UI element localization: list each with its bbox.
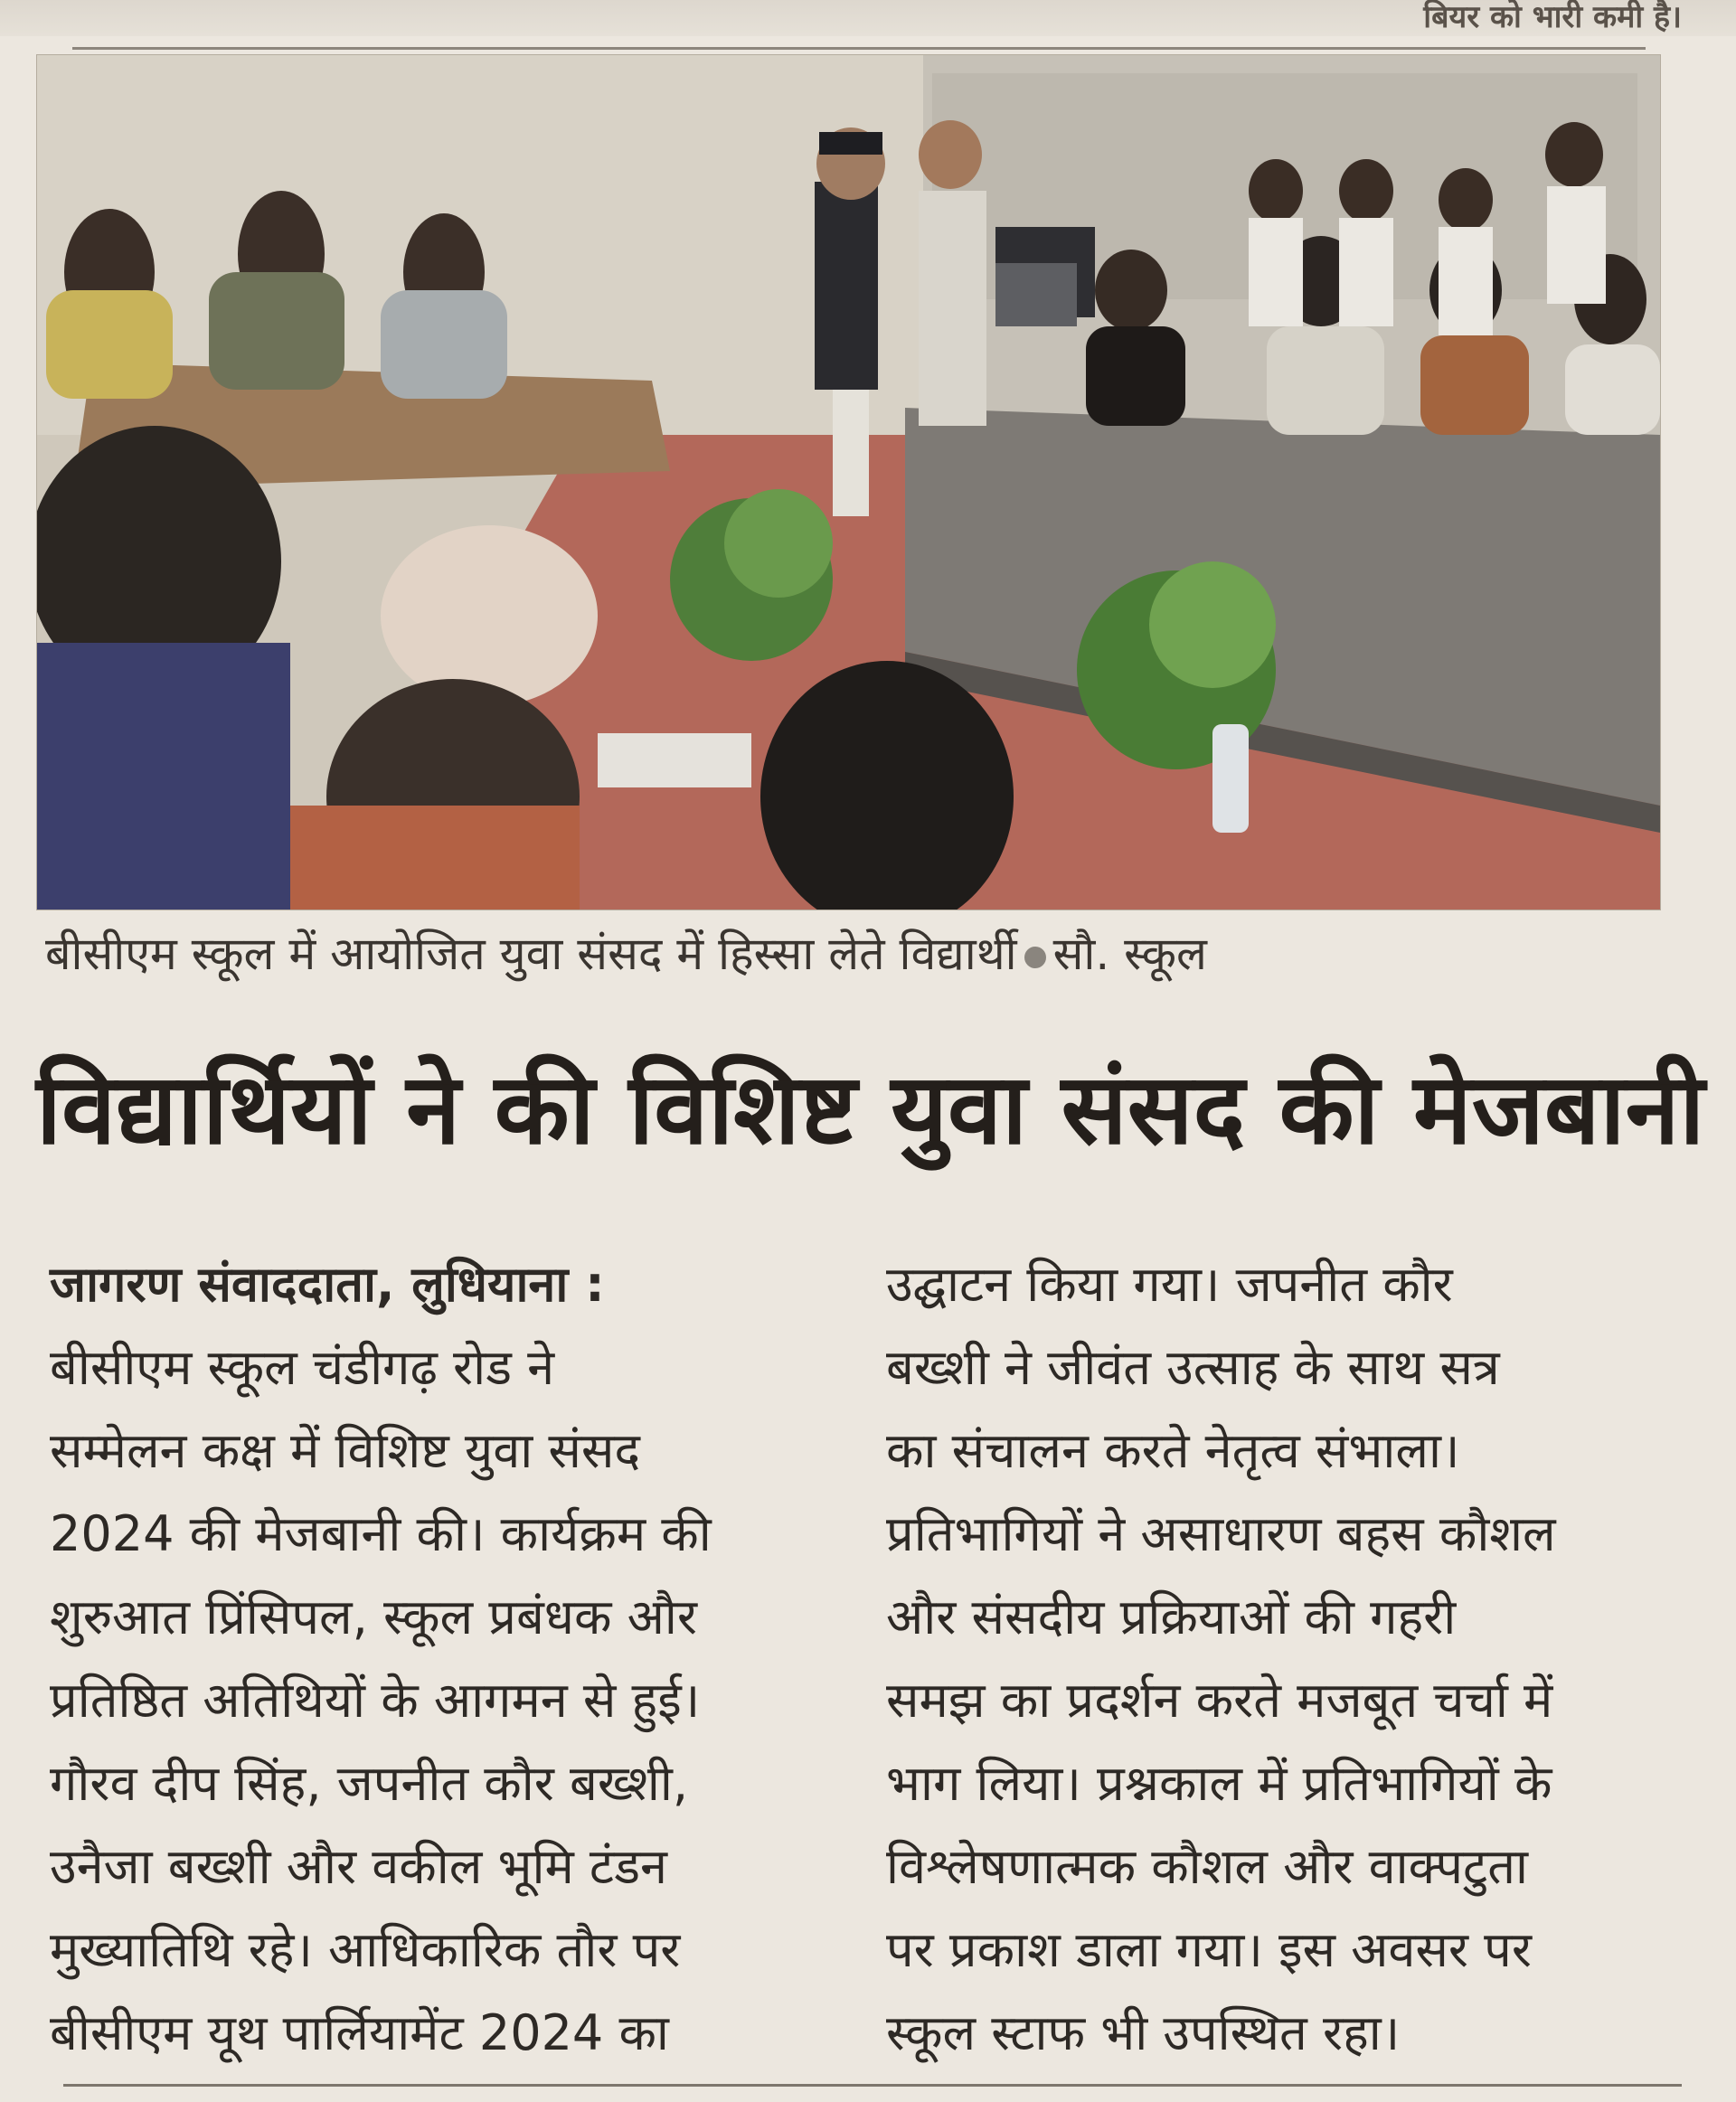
article-line: पर प्रकाश डाला गया। इस अवसर पर [886,1921,1532,1978]
article-line: का संचालन करते नेतृत्व संभाला। [886,1422,1460,1479]
byline: जागरण संवाददाता, लुधियाना : [50,1256,605,1313]
article-line: सम्मेलन कक्ष में विशिष्ट युवा संसद [50,1422,641,1479]
article-column-left [50,1243,827,2075]
article-line: प्रतिष्ठित अतिथियों के आगमन से हुई। [50,1672,701,1729]
article-column-right [886,1243,1664,2075]
article-line: भाग लिया। प्रश्नकाल में प्रतिभागियों के [886,1755,1552,1812]
photo-caption [45,922,1582,985]
photo-credit: सौ. स्कूल [1052,928,1207,980]
article-line: बख्शी ने जीवंत उत्साह के साथ सत्र [886,1339,1500,1396]
article-line: 2024 की मेजबानी की। कार्यक्रम की [50,1505,712,1562]
article-line: उद्घाटन किया गया। जपनीत कौर [886,1256,1453,1313]
classroom-photo-icon [37,55,1660,910]
headline: विद्यार्थियों ने की विशिष्ट युवा संसद की मेजबानी [36,1053,1705,1166]
clipped-previous-article [0,0,1736,36]
article-line: बीसीएम स्कूल चंडीगढ़ रोड ने [50,1339,555,1396]
bottom-rule [63,2084,1682,2087]
bullet-icon [1024,947,1046,968]
news-photo [36,54,1661,910]
article-line: समझ का प्रदर्शन करते मजबूत चर्चा में [886,1672,1553,1729]
article-line: और संसदीय प्रक्रियाओं की गहरी [886,1588,1457,1645]
article-line: विश्लेषणात्मक कौशल और वाक्पटुता [886,1838,1529,1895]
article-line: मुख्यातिथि रहे। आधिकारिक तौर पर [50,1921,681,1978]
article-line: बीसीएम यूथ पार्लियामेंट 2024 का [50,2004,669,2061]
caption-text: बीसीएम स्कूल में आयोजित युवा संसद में हिस्सा लेते विद्यार्थी [45,928,1017,980]
article-line: उनैजा बख्शी और वकील भूमि टंडन [50,1838,668,1895]
article-line: गौरव दीप सिंह, जपनीत कौर बख्शी, [50,1755,689,1812]
article-line: प्रतिभागियों ने असाधारण बहस कौशल [886,1505,1556,1562]
clipped-text: बियर को भारी कमी है। [1423,0,1682,35]
top-rule [72,47,1646,50]
article-line: शुरुआत प्रिंसिपल, स्कूल प्रबंधक और [50,1588,697,1645]
article-line: स्कूल स्टाफ भी उपस्थित रहा। [886,2004,1401,2061]
